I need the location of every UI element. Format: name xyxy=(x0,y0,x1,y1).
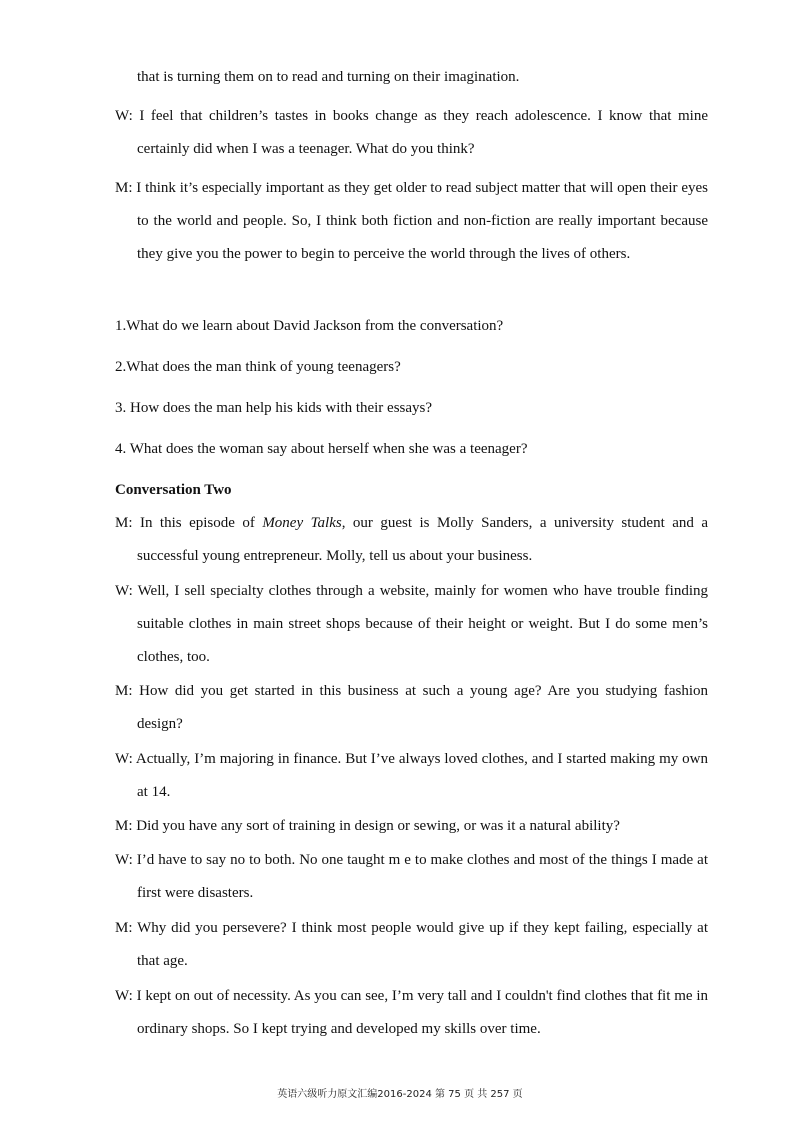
dialogue-text: I feel that children’s tastes in books change as they reach adolescence. I know that mine certainly did when I was a teenager. What do you think? xyxy=(137,108,708,157)
dialogue-line xyxy=(115,844,708,910)
speaker-label: M: xyxy=(115,683,140,699)
page-footer: 英语六级听力原文汇编2016-2024 第 75 页 共 257 页 xyxy=(277,1089,523,1100)
dialogue-line xyxy=(115,810,708,843)
question-1: 1.What do we learn about David Jackson from the conversation? xyxy=(115,318,504,334)
dialogue-line xyxy=(115,912,708,978)
dialogue-line xyxy=(115,172,708,271)
dialogue-line xyxy=(115,100,708,166)
dialogue-line xyxy=(115,675,708,741)
question-4: 4. What does the woman say about herself when she was a teenager? xyxy=(115,441,528,457)
dialogue-text: I think it’s especially important as they get older to read subject matter that will open their eyes to the world and people. So, I think both fiction and non-fiction are really important because they give you the power to begin to perceive the world through the lives of others. xyxy=(136,180,708,262)
dialogue-line xyxy=(115,743,708,809)
speaker-label: W: xyxy=(115,583,138,599)
speaker-label: M: xyxy=(115,180,137,196)
paragraph-continuation: that is turning them on to read and turning on their imagination. xyxy=(137,69,520,85)
dialogue-text: Actually, I’m majoring in finance. But I’ve always loved clothes, and I started making my own at 14. xyxy=(135,751,708,800)
speaker-label: W: xyxy=(115,852,137,868)
question-3: 3. How does the man help his kids with their essays? xyxy=(115,400,433,416)
speaker-label: W: xyxy=(115,988,137,1004)
speaker-label: M: xyxy=(115,818,137,834)
dialogue-text: Did you have any sort of training in design or sewing, or was it a natural ability? xyxy=(136,818,620,834)
question-2: 2.What does the man think of young teenagers? xyxy=(115,359,401,375)
dialogue-text: I’d have to say no to both. No one taught m e to make clothes and most of the things I made at first were disasters. xyxy=(136,852,708,901)
dialogue-line xyxy=(115,507,708,573)
dialogue-text: I kept on out of necessity. As you can see, I’m very tall and I couldn't find clothes that fit me in ordinary shops. So I kept trying and developed my skills over time. xyxy=(136,988,708,1037)
speaker-label: W: xyxy=(115,751,136,767)
dialogue-line xyxy=(115,575,708,674)
dialogue-line xyxy=(115,980,708,1046)
dialogue-text: Well, I sell specialty clothes through a website, mainly for women who have trouble finding suitable clothes in main street shops because of their height or weight. But I do some men’s clothes, too. xyxy=(137,583,709,665)
dialogue-text: Why did you persevere? I think most people would give up if they kept failing, especially at that age. xyxy=(137,920,708,969)
program-title: Money Talks xyxy=(262,515,342,531)
speaker-label: W: xyxy=(115,108,140,124)
section-heading: Conversation Two xyxy=(115,482,232,498)
dialogue-text: How did you get started in this business at such a young age? Are you studying fashion design? xyxy=(137,683,708,732)
dialogue-text-pre: In this episode of xyxy=(139,515,263,531)
dialogue-text: , our guest is Molly Sanders, a university student and a successful young entrepreneur. Molly, tell us about your business. xyxy=(137,515,708,564)
speaker-label: M: xyxy=(115,515,140,531)
speaker-label: M: xyxy=(115,920,138,936)
